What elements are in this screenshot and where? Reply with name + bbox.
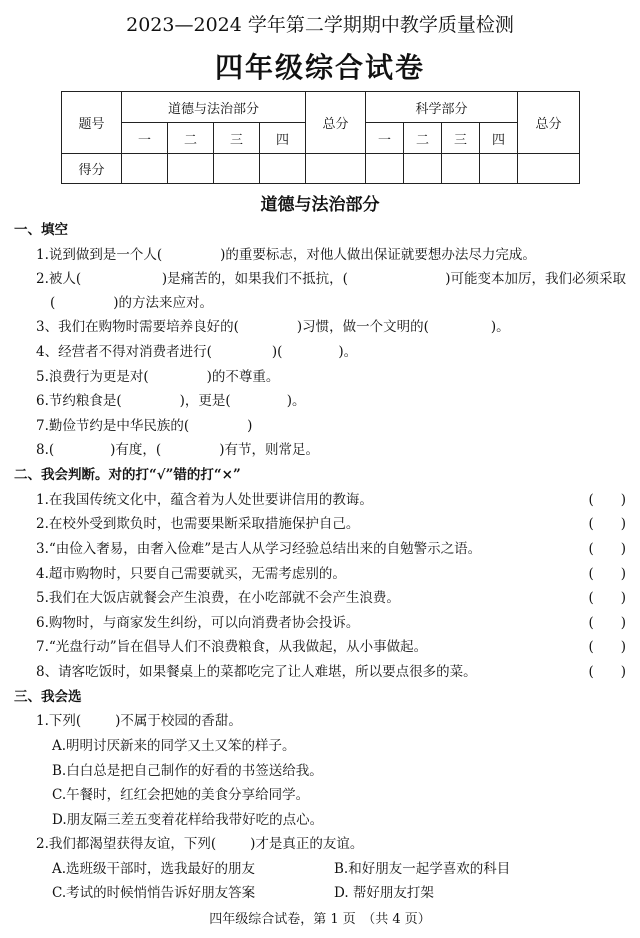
judge-answer-5[interactable]: ( ) — [588, 590, 626, 606]
fill-question-6: 6.节约粮食是( )，更是( )。 — [36, 393, 306, 409]
part1-heading: 一、填空 — [14, 222, 68, 238]
choice-2-option-a[interactable]: A.选班级干部时，选我最好的朋友 — [52, 861, 256, 877]
judge-question-6: 6.购物时，与商家发生纠纷，可以向消费者协会投诉。 — [36, 615, 360, 631]
judge-question-7: 7.“光盘行动”旨在倡导人们不浪费粮食，从我做起，从小事做起。 — [36, 639, 428, 655]
choice-2-option-b[interactable]: B.和好朋友一起学喜欢的科目 — [334, 861, 511, 877]
score-table-col-science-2: 二 — [404, 123, 442, 154]
choice-question-1: 1.下列( )不属于校园的香甜。 — [36, 713, 242, 729]
choice-1-option-b[interactable]: B.白白总是把自己制作的好看的书签送给我。 — [52, 763, 323, 779]
score-table-col-moral-2: 二 — [168, 123, 214, 154]
choice-2-option-c[interactable]: C.考试的时候悄悄告诉好朋友答案 — [52, 885, 256, 901]
fill-question-1: 1.说到做到是一个人( )的重要标志，对他人做出保证就要想办法尽力完成。 — [36, 247, 536, 263]
judge-answer-8[interactable]: ( ) — [588, 664, 626, 680]
page-footer: 四年级综合试卷，第 1 页 （共 4 页） — [209, 912, 431, 927]
score-table-header-total-science: 总分 — [518, 92, 580, 154]
judge-question-1: 1.在我国传统文化中，蕴含着为人处世要讲信用的教诲。 — [36, 492, 373, 508]
score-table-col-science-1: 一 — [366, 123, 404, 154]
fill-question-4: 4、经营者不得对消费者进行( )( )。 — [36, 344, 358, 360]
score-table-col-science-4: 四 — [480, 123, 518, 154]
judge-answer-2[interactable]: ( ) — [588, 516, 626, 532]
part2-heading: 二、我会判断。对的打“√”错的打“×” — [14, 467, 241, 483]
judge-question-5: 5.我们在大饭店就餐会产生浪费，在小吃部就不会产生浪费。 — [36, 590, 400, 606]
fill-question-8: 8.( )有度，( )有节，则常足。 — [36, 442, 319, 458]
score-table-header-question: 题号 — [62, 92, 122, 154]
judge-answer-4[interactable]: ( ) — [588, 566, 626, 582]
score-cell[interactable] — [518, 154, 580, 184]
score-table-col-science-3: 三 — [442, 123, 480, 154]
judge-question-2: 2.在校外受到欺负时，也需要果断采取措施保护自己。 — [36, 516, 360, 532]
choice-2-option-d[interactable]: D. 帮好朋友打架 — [334, 885, 434, 901]
choice-1-option-a[interactable]: A.明明讨厌新来的同学又土又笨的样子。 — [52, 738, 296, 754]
part3-heading: 三、我会选 — [14, 689, 82, 705]
judge-question-3: 3.“由俭入奢易，由奢入俭难”是古人从学习经验总结出来的自勉警示之语。 — [36, 541, 482, 557]
choice-1-option-d[interactable]: D.朋友隔三差五变着花样给我带好吃的点心。 — [52, 812, 324, 828]
score-table-col-moral-1: 一 — [122, 123, 168, 154]
judge-question-4: 4.超市购物时，只要自己需要就买，无需考虑别的。 — [36, 566, 346, 582]
score-table-header-moral: 道德与法治部分 — [122, 92, 306, 123]
exam-title: 四年级综合试卷 — [214, 51, 425, 84]
score-cell[interactable] — [260, 154, 306, 184]
judge-answer-3[interactable]: ( ) — [588, 541, 626, 557]
score-cell[interactable] — [168, 154, 214, 184]
score-table-score-label: 得分 — [62, 154, 122, 184]
judge-answer-1[interactable]: ( ) — [588, 492, 626, 508]
judge-answer-6[interactable]: ( ) — [588, 615, 626, 631]
score-cell[interactable] — [480, 154, 518, 184]
score-table-header-total-moral: 总分 — [306, 92, 366, 154]
fill-question-2: 2.被人( )是痛苦的，如果我们不抵抗，( )可能变本加厉，我们必须采取 — [36, 271, 626, 287]
score-cell[interactable] — [404, 154, 442, 184]
fill-question-7: 7.勤俭节约是中华民族的( ) — [36, 418, 253, 434]
score-cell[interactable] — [366, 154, 404, 184]
score-cell[interactable] — [306, 154, 366, 184]
judge-question-8: 8、请客吃饭时，如果餐桌上的菜都吃完了让人难堪，所以要点很多的菜。 — [36, 664, 477, 680]
fill-question-5: 5.浪费行为更是对( )的不尊重。 — [36, 369, 280, 385]
choice-question-2: 2.我们都渴望获得友谊，下列( )才是真正的友谊。 — [36, 836, 364, 852]
judge-answer-7[interactable]: ( ) — [588, 639, 626, 655]
section-title: 道德与法治部分 — [260, 195, 380, 215]
choice-1-option-c[interactable]: C.午餐时，红红会把她的美食分享给同学。 — [52, 787, 310, 803]
fill-question-2-cont: ( )的方法来应对。 — [50, 295, 214, 311]
score-cell[interactable] — [214, 154, 260, 184]
exam-header-title: 2023—2024 学年第二学期期中教学质量检测 — [126, 14, 514, 36]
score-table-col-moral-3: 三 — [214, 123, 260, 154]
score-cell[interactable] — [122, 154, 168, 184]
score-table-col-moral-4: 四 — [260, 123, 306, 154]
score-table-header-science: 科学部分 — [366, 92, 518, 123]
score-table — [61, 91, 580, 184]
score-cell[interactable] — [442, 154, 480, 184]
fill-question-3: 3、我们在购物时需要培养良好的( )习惯，做一个文明的( )。 — [36, 319, 510, 335]
